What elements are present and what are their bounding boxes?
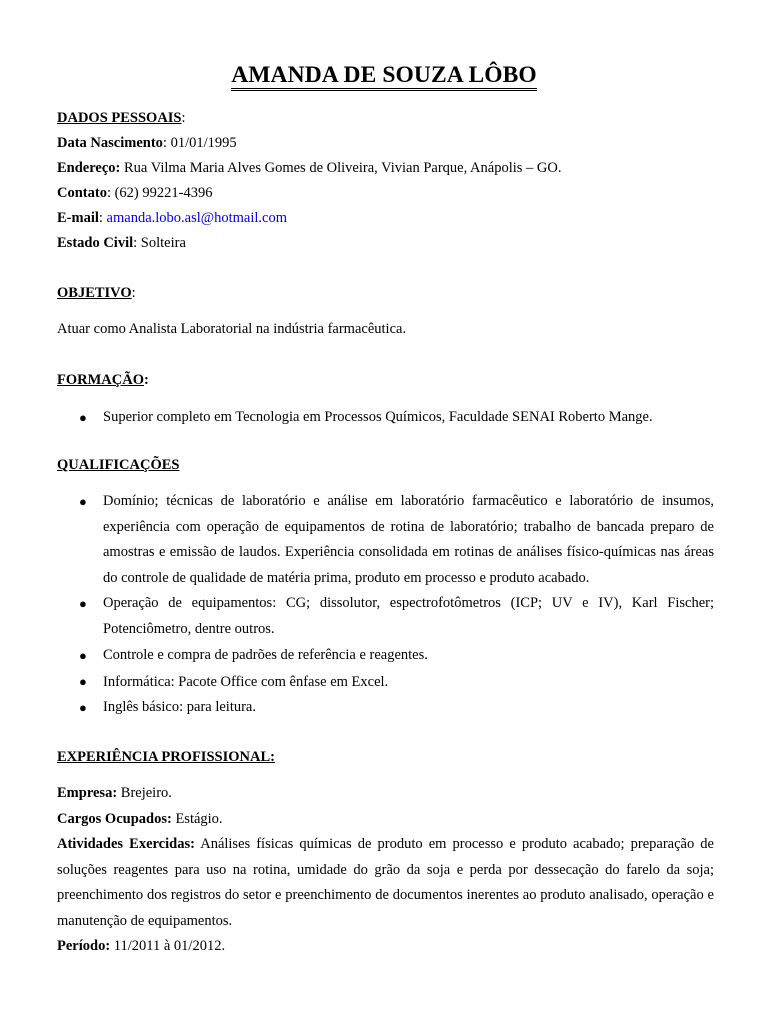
period-line: [57, 934, 714, 959]
experience-details: [57, 780, 714, 959]
education-heading-colon: :: [144, 372, 149, 388]
bullet-icon: ●: [79, 674, 87, 689]
period-label: Período:: [57, 938, 111, 954]
personal-heading-line: [57, 106, 714, 131]
personal-heading: DADOS PESSOAIS: [57, 110, 182, 126]
qualification-item-text: Inglês básico: para leitura.: [103, 699, 256, 715]
company-label: Empresa:: [57, 785, 118, 801]
education-item: [57, 405, 714, 430]
email-sep: :: [98, 210, 107, 226]
email-link[interactable]: amanda.lobo.asl@hotmail.com: [106, 210, 288, 226]
education-list-block: [57, 405, 714, 430]
objective-heading-line: [57, 281, 714, 306]
bullet-icon: ●: [79, 494, 87, 509]
activities-paragraph: [57, 832, 714, 934]
qualification-item: [57, 489, 714, 591]
education-heading: FORMAÇÃO: [57, 372, 144, 388]
birth-line: [57, 131, 714, 156]
experience-heading: EXPERIÊNCIA PROFISSIONAL:: [57, 749, 275, 765]
qualifications-list-block: [57, 489, 714, 720]
resume-name-title: [0, 62, 768, 89]
qualification-item: [57, 591, 714, 642]
objective-heading-colon: :: [131, 285, 136, 301]
bullet-icon: ●: [79, 648, 87, 663]
address-line: [57, 156, 714, 181]
name-text: AMANDA DE SOUZA LÔBO: [231, 62, 537, 91]
bullet-icon: ●: [79, 410, 87, 425]
experience-section: [57, 745, 714, 770]
qualification-item: [57, 642, 714, 669]
civil-label: Estado Civil: [57, 235, 134, 251]
bullet-icon: ●: [79, 596, 87, 611]
objective-heading: OBJETIVO: [57, 285, 132, 301]
qualification-item-text: Domínio; técnicas de laboratório e análise em laboratório farmacêutico e laboratório de insumos, experiência com operação de equipamentos de rotina de laboratório; trabalho de bancada preparo de amostras e emissão de laudos. Experiência consolidada em rotinas de análises físico-químicas nas áreas do controle de qualidade de matéria prima, produto em processo e produto acabado.: [103, 493, 714, 586]
education-list: [57, 405, 714, 430]
role-line: [57, 806, 714, 832]
company-value: Brejeiro.: [117, 785, 172, 801]
role-label: Cargos Ocupados:: [57, 811, 172, 827]
personal-data-section: [57, 106, 714, 256]
personal-heading-colon: :: [181, 110, 186, 126]
activities-label: Atividades Exercidas:: [57, 836, 195, 852]
qualifications-list: [57, 489, 714, 720]
objective-text: Atuar como Analista Laboratorial na indústria farmacêutica.: [57, 321, 407, 337]
period-value: 11/2011 à 01/2012.: [110, 938, 226, 954]
qualification-item-text: Controle e compra de padrões de referência e reagentes.: [103, 647, 428, 663]
qualification-item: [57, 669, 714, 695]
education-item-text: Superior completo em Tecnologia em Processos Químicos, Faculdade SENAI Roberto Mange.: [103, 409, 653, 425]
email-label: E-mail: [57, 210, 99, 226]
contact-value: : (62) 99221-4396: [106, 185, 213, 201]
birth-value: : 01/01/1995: [162, 135, 237, 151]
qualifications-heading: QUALIFICAÇÕES: [57, 457, 180, 473]
civil-line: [57, 231, 714, 256]
address-value: Rua Vilma Maria Alves Gomes de Oliveira, Vivian Parque, Anápolis – GO.: [120, 160, 562, 176]
activities-value: Análises físicas químicas de produto em processo e produto acabado; preparação de soluções reagentes para uso na rotina, umidade do grão da soja e perda por dessecação do farelo da soja; preenchimento dos registros do setor e preenchimento de documentos inerentes ao produto analisado, operação e manutenção de equipamentos.: [57, 836, 714, 929]
qualifications-section: [57, 453, 714, 478]
experience-heading-line: [57, 745, 714, 770]
birth-label: Data Nascimento: [57, 135, 163, 151]
qualifications-heading-line: [57, 453, 714, 478]
education-heading-line: [57, 368, 714, 393]
contact-line: [57, 181, 714, 206]
role-value: Estágio.: [171, 811, 223, 827]
qualification-item-text: Informática: Pacote Office com ênfase em Excel.: [103, 674, 389, 690]
education-section: [57, 368, 714, 393]
address-label: Endereço:: [57, 160, 121, 176]
objective-text-block: [57, 317, 714, 342]
civil-value: : Solteira: [133, 235, 186, 251]
bullet-icon: ●: [79, 700, 87, 715]
qualification-item-text: Operação de equipamentos: CG; dissolutor, espectrofotômetros (ICP; UV e IV), Karl Fischer; Potenciômetro, dentre outros.: [103, 595, 714, 637]
contact-label: Contato: [57, 185, 107, 201]
company-line: [57, 780, 714, 806]
objective-section: [57, 281, 714, 306]
qualification-item: [57, 695, 714, 720]
email-line: [57, 206, 714, 231]
